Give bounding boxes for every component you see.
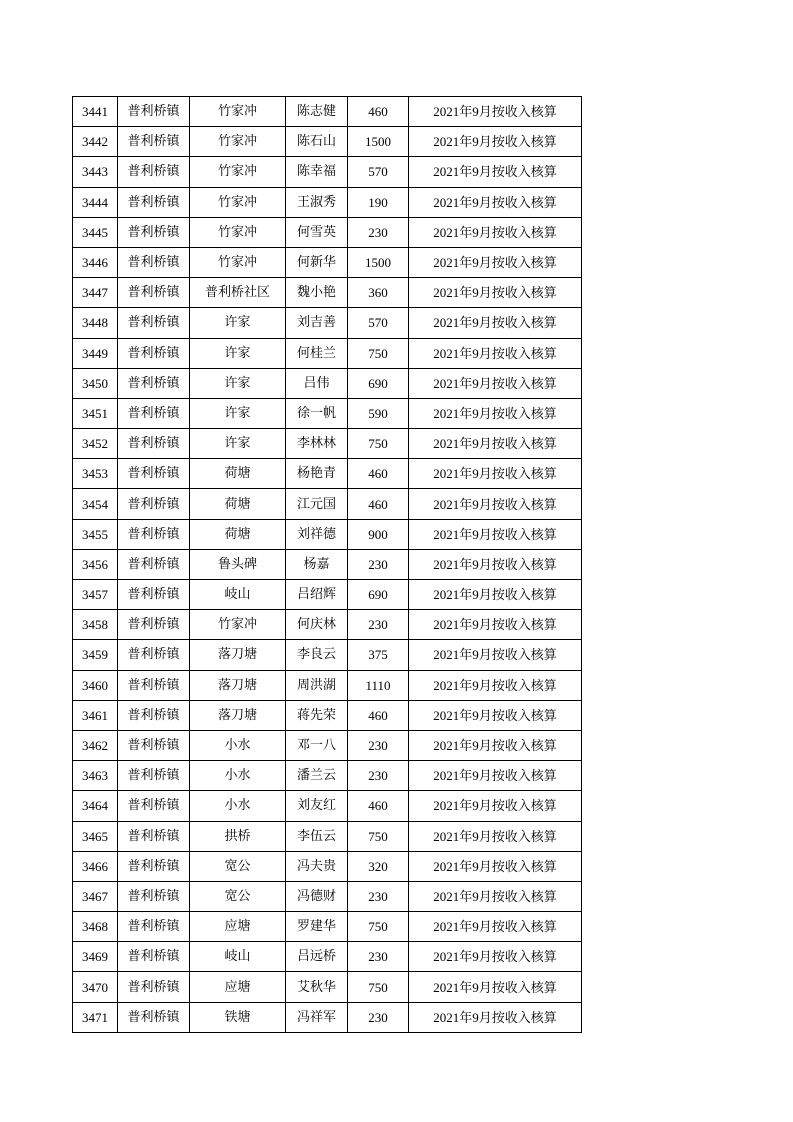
table-row bbox=[73, 97, 582, 127]
name-cell: 徐一帆 bbox=[286, 398, 348, 428]
note-cell: 2021年9月按收入核算 bbox=[409, 580, 582, 610]
village-cell: 许家 bbox=[190, 368, 286, 398]
row-id-cell: 3448 bbox=[73, 308, 118, 338]
row-id-cell: 3466 bbox=[73, 851, 118, 881]
town-cell: 普利桥镇 bbox=[118, 1002, 190, 1032]
row-id-cell: 3453 bbox=[73, 459, 118, 489]
name-cell: 冯祥军 bbox=[286, 1002, 348, 1032]
amount-cell: 230 bbox=[348, 549, 409, 579]
row-id-cell: 3452 bbox=[73, 429, 118, 459]
table-row bbox=[73, 247, 582, 277]
village-cell: 岐山 bbox=[190, 942, 286, 972]
note-cell: 2021年9月按收入核算 bbox=[409, 972, 582, 1002]
village-cell: 许家 bbox=[190, 429, 286, 459]
village-cell: 鲁头碑 bbox=[190, 549, 286, 579]
table-row bbox=[73, 338, 582, 368]
name-cell: 何桂兰 bbox=[286, 338, 348, 368]
note-cell: 2021年9月按收入核算 bbox=[409, 610, 582, 640]
table-row bbox=[73, 127, 582, 157]
town-cell: 普利桥镇 bbox=[118, 157, 190, 187]
name-cell: 何庆林 bbox=[286, 610, 348, 640]
table-row bbox=[73, 217, 582, 247]
amount-cell: 900 bbox=[348, 519, 409, 549]
name-cell: 李良云 bbox=[286, 640, 348, 670]
amount-cell: 360 bbox=[348, 278, 409, 308]
village-cell: 岐山 bbox=[190, 580, 286, 610]
amount-cell: 750 bbox=[348, 338, 409, 368]
table-row bbox=[73, 610, 582, 640]
table-row bbox=[73, 640, 582, 670]
amount-cell: 190 bbox=[348, 187, 409, 217]
table-row bbox=[73, 730, 582, 760]
town-cell: 普利桥镇 bbox=[118, 851, 190, 881]
row-id-cell: 3442 bbox=[73, 127, 118, 157]
name-cell: 蒋先荣 bbox=[286, 700, 348, 730]
note-cell: 2021年9月按收入核算 bbox=[409, 127, 582, 157]
row-id-cell: 3463 bbox=[73, 761, 118, 791]
row-id-cell: 3444 bbox=[73, 187, 118, 217]
town-cell: 普利桥镇 bbox=[118, 549, 190, 579]
row-id-cell: 3441 bbox=[73, 97, 118, 127]
amount-cell: 230 bbox=[348, 610, 409, 640]
name-cell: 陈石山 bbox=[286, 127, 348, 157]
town-cell: 普利桥镇 bbox=[118, 398, 190, 428]
table-row bbox=[73, 700, 582, 730]
table-row bbox=[73, 972, 582, 1002]
note-cell: 2021年9月按收入核算 bbox=[409, 851, 582, 881]
row-id-cell: 3454 bbox=[73, 489, 118, 519]
town-cell: 普利桥镇 bbox=[118, 97, 190, 127]
note-cell: 2021年9月按收入核算 bbox=[409, 157, 582, 187]
amount-cell: 230 bbox=[348, 730, 409, 760]
note-cell: 2021年9月按收入核算 bbox=[409, 187, 582, 217]
village-cell: 落刀塘 bbox=[190, 640, 286, 670]
village-cell: 许家 bbox=[190, 308, 286, 338]
town-cell: 普利桥镇 bbox=[118, 429, 190, 459]
row-id-cell: 3469 bbox=[73, 942, 118, 972]
amount-cell: 1500 bbox=[348, 247, 409, 277]
town-cell: 普利桥镇 bbox=[118, 670, 190, 700]
records-table bbox=[72, 96, 582, 1033]
amount-cell: 460 bbox=[348, 489, 409, 519]
records-table-body bbox=[73, 97, 582, 1033]
row-id-cell: 3455 bbox=[73, 519, 118, 549]
village-cell: 竹家冲 bbox=[190, 97, 286, 127]
amount-cell: 590 bbox=[348, 398, 409, 428]
name-cell: 周洪湖 bbox=[286, 670, 348, 700]
village-cell: 小水 bbox=[190, 730, 286, 760]
amount-cell: 460 bbox=[348, 700, 409, 730]
row-id-cell: 3447 bbox=[73, 278, 118, 308]
table-row bbox=[73, 761, 582, 791]
row-id-cell: 3464 bbox=[73, 791, 118, 821]
amount-cell: 1110 bbox=[348, 670, 409, 700]
name-cell: 潘兰云 bbox=[286, 761, 348, 791]
town-cell: 普利桥镇 bbox=[118, 580, 190, 610]
note-cell: 2021年9月按收入核算 bbox=[409, 549, 582, 579]
village-cell: 荷塘 bbox=[190, 459, 286, 489]
row-id-cell: 3461 bbox=[73, 700, 118, 730]
table-row bbox=[73, 912, 582, 942]
town-cell: 普利桥镇 bbox=[118, 700, 190, 730]
name-cell: 江元国 bbox=[286, 489, 348, 519]
table-row bbox=[73, 851, 582, 881]
town-cell: 普利桥镇 bbox=[118, 519, 190, 549]
town-cell: 普利桥镇 bbox=[118, 278, 190, 308]
name-cell: 李伍云 bbox=[286, 821, 348, 851]
row-id-cell: 3456 bbox=[73, 549, 118, 579]
table-row bbox=[73, 519, 582, 549]
town-cell: 普利桥镇 bbox=[118, 821, 190, 851]
name-cell: 吕伟 bbox=[286, 368, 348, 398]
town-cell: 普利桥镇 bbox=[118, 610, 190, 640]
amount-cell: 1500 bbox=[348, 127, 409, 157]
amount-cell: 750 bbox=[348, 972, 409, 1002]
row-id-cell: 3465 bbox=[73, 821, 118, 851]
amount-cell: 690 bbox=[348, 580, 409, 610]
note-cell: 2021年9月按收入核算 bbox=[409, 97, 582, 127]
note-cell: 2021年9月按收入核算 bbox=[409, 640, 582, 670]
town-cell: 普利桥镇 bbox=[118, 459, 190, 489]
amount-cell: 750 bbox=[348, 821, 409, 851]
row-id-cell: 3451 bbox=[73, 398, 118, 428]
town-cell: 普利桥镇 bbox=[118, 912, 190, 942]
note-cell: 2021年9月按收入核算 bbox=[409, 791, 582, 821]
name-cell: 冯德财 bbox=[286, 881, 348, 911]
amount-cell: 375 bbox=[348, 640, 409, 670]
town-cell: 普利桥镇 bbox=[118, 761, 190, 791]
note-cell: 2021年9月按收入核算 bbox=[409, 247, 582, 277]
amount-cell: 570 bbox=[348, 157, 409, 187]
name-cell: 吕远桥 bbox=[286, 942, 348, 972]
name-cell: 邓一八 bbox=[286, 730, 348, 760]
village-cell: 竹家冲 bbox=[190, 610, 286, 640]
name-cell: 杨艳青 bbox=[286, 459, 348, 489]
town-cell: 普利桥镇 bbox=[118, 972, 190, 1002]
amount-cell: 750 bbox=[348, 429, 409, 459]
note-cell: 2021年9月按收入核算 bbox=[409, 308, 582, 338]
amount-cell: 230 bbox=[348, 942, 409, 972]
note-cell: 2021年9月按收入核算 bbox=[409, 1002, 582, 1032]
name-cell: 何新华 bbox=[286, 247, 348, 277]
note-cell: 2021年9月按收入核算 bbox=[409, 700, 582, 730]
village-cell: 竹家冲 bbox=[190, 127, 286, 157]
village-cell: 竹家冲 bbox=[190, 187, 286, 217]
name-cell: 何雪英 bbox=[286, 217, 348, 247]
village-cell: 宽公 bbox=[190, 881, 286, 911]
table-row bbox=[73, 489, 582, 519]
village-cell: 荷塘 bbox=[190, 519, 286, 549]
table-row bbox=[73, 1002, 582, 1032]
table-row bbox=[73, 670, 582, 700]
note-cell: 2021年9月按收入核算 bbox=[409, 398, 582, 428]
name-cell: 陈幸福 bbox=[286, 157, 348, 187]
town-cell: 普利桥镇 bbox=[118, 942, 190, 972]
village-cell: 应塘 bbox=[190, 972, 286, 1002]
town-cell: 普利桥镇 bbox=[118, 640, 190, 670]
amount-cell: 460 bbox=[348, 791, 409, 821]
name-cell: 杨嘉 bbox=[286, 549, 348, 579]
table-row bbox=[73, 308, 582, 338]
table-row bbox=[73, 942, 582, 972]
name-cell: 王淑秀 bbox=[286, 187, 348, 217]
table-row bbox=[73, 459, 582, 489]
amount-cell: 230 bbox=[348, 761, 409, 791]
village-cell: 许家 bbox=[190, 338, 286, 368]
table-row bbox=[73, 368, 582, 398]
table-row bbox=[73, 791, 582, 821]
note-cell: 2021年9月按收入核算 bbox=[409, 942, 582, 972]
town-cell: 普利桥镇 bbox=[118, 217, 190, 247]
name-cell: 魏小艳 bbox=[286, 278, 348, 308]
name-cell: 罗建华 bbox=[286, 912, 348, 942]
name-cell: 陈志健 bbox=[286, 97, 348, 127]
note-cell: 2021年9月按收入核算 bbox=[409, 338, 582, 368]
amount-cell: 320 bbox=[348, 851, 409, 881]
amount-cell: 750 bbox=[348, 912, 409, 942]
row-id-cell: 3470 bbox=[73, 972, 118, 1002]
row-id-cell: 3449 bbox=[73, 338, 118, 368]
town-cell: 普利桥镇 bbox=[118, 730, 190, 760]
village-cell: 宽公 bbox=[190, 851, 286, 881]
note-cell: 2021年9月按收入核算 bbox=[409, 730, 582, 760]
town-cell: 普利桥镇 bbox=[118, 489, 190, 519]
village-cell: 许家 bbox=[190, 398, 286, 428]
row-id-cell: 3459 bbox=[73, 640, 118, 670]
town-cell: 普利桥镇 bbox=[118, 791, 190, 821]
row-id-cell: 3460 bbox=[73, 670, 118, 700]
amount-cell: 230 bbox=[348, 1002, 409, 1032]
village-cell: 落刀塘 bbox=[190, 700, 286, 730]
table-row bbox=[73, 157, 582, 187]
amount-cell: 460 bbox=[348, 97, 409, 127]
town-cell: 普利桥镇 bbox=[118, 127, 190, 157]
name-cell: 刘吉善 bbox=[286, 308, 348, 338]
table-row bbox=[73, 187, 582, 217]
town-cell: 普利桥镇 bbox=[118, 368, 190, 398]
row-id-cell: 3450 bbox=[73, 368, 118, 398]
note-cell: 2021年9月按收入核算 bbox=[409, 429, 582, 459]
note-cell: 2021年9月按收入核算 bbox=[409, 519, 582, 549]
note-cell: 2021年9月按收入核算 bbox=[409, 217, 582, 247]
note-cell: 2021年9月按收入核算 bbox=[409, 670, 582, 700]
row-id-cell: 3457 bbox=[73, 580, 118, 610]
town-cell: 普利桥镇 bbox=[118, 881, 190, 911]
town-cell: 普利桥镇 bbox=[118, 338, 190, 368]
name-cell: 李林林 bbox=[286, 429, 348, 459]
amount-cell: 690 bbox=[348, 368, 409, 398]
name-cell: 冯夫贵 bbox=[286, 851, 348, 881]
row-id-cell: 3471 bbox=[73, 1002, 118, 1032]
name-cell: 刘祥德 bbox=[286, 519, 348, 549]
row-id-cell: 3462 bbox=[73, 730, 118, 760]
note-cell: 2021年9月按收入核算 bbox=[409, 278, 582, 308]
amount-cell: 230 bbox=[348, 217, 409, 247]
table-row bbox=[73, 278, 582, 308]
name-cell: 艾秋华 bbox=[286, 972, 348, 1002]
village-cell: 铁塘 bbox=[190, 1002, 286, 1032]
village-cell: 应塘 bbox=[190, 912, 286, 942]
name-cell: 吕绍辉 bbox=[286, 580, 348, 610]
table-row bbox=[73, 429, 582, 459]
row-id-cell: 3446 bbox=[73, 247, 118, 277]
town-cell: 普利桥镇 bbox=[118, 247, 190, 277]
note-cell: 2021年9月按收入核算 bbox=[409, 912, 582, 942]
table-row bbox=[73, 398, 582, 428]
village-cell: 拱桥 bbox=[190, 821, 286, 851]
village-cell: 竹家冲 bbox=[190, 247, 286, 277]
row-id-cell: 3445 bbox=[73, 217, 118, 247]
row-id-cell: 3467 bbox=[73, 881, 118, 911]
amount-cell: 230 bbox=[348, 881, 409, 911]
table-row bbox=[73, 881, 582, 911]
note-cell: 2021年9月按收入核算 bbox=[409, 881, 582, 911]
town-cell: 普利桥镇 bbox=[118, 308, 190, 338]
note-cell: 2021年9月按收入核算 bbox=[409, 489, 582, 519]
amount-cell: 570 bbox=[348, 308, 409, 338]
note-cell: 2021年9月按收入核算 bbox=[409, 761, 582, 791]
table-row bbox=[73, 549, 582, 579]
note-cell: 2021年9月按收入核算 bbox=[409, 459, 582, 489]
note-cell: 2021年9月按收入核算 bbox=[409, 368, 582, 398]
village-cell: 小水 bbox=[190, 791, 286, 821]
row-id-cell: 3443 bbox=[73, 157, 118, 187]
town-cell: 普利桥镇 bbox=[118, 187, 190, 217]
name-cell: 刘友红 bbox=[286, 791, 348, 821]
row-id-cell: 3468 bbox=[73, 912, 118, 942]
village-cell: 小水 bbox=[190, 761, 286, 791]
village-cell: 竹家冲 bbox=[190, 157, 286, 187]
village-cell: 荷塘 bbox=[190, 489, 286, 519]
row-id-cell: 3458 bbox=[73, 610, 118, 640]
amount-cell: 460 bbox=[348, 459, 409, 489]
village-cell: 落刀塘 bbox=[190, 670, 286, 700]
table-row bbox=[73, 821, 582, 851]
village-cell: 普利桥社区 bbox=[190, 278, 286, 308]
village-cell: 竹家冲 bbox=[190, 217, 286, 247]
note-cell: 2021年9月按收入核算 bbox=[409, 821, 582, 851]
table-row bbox=[73, 580, 582, 610]
